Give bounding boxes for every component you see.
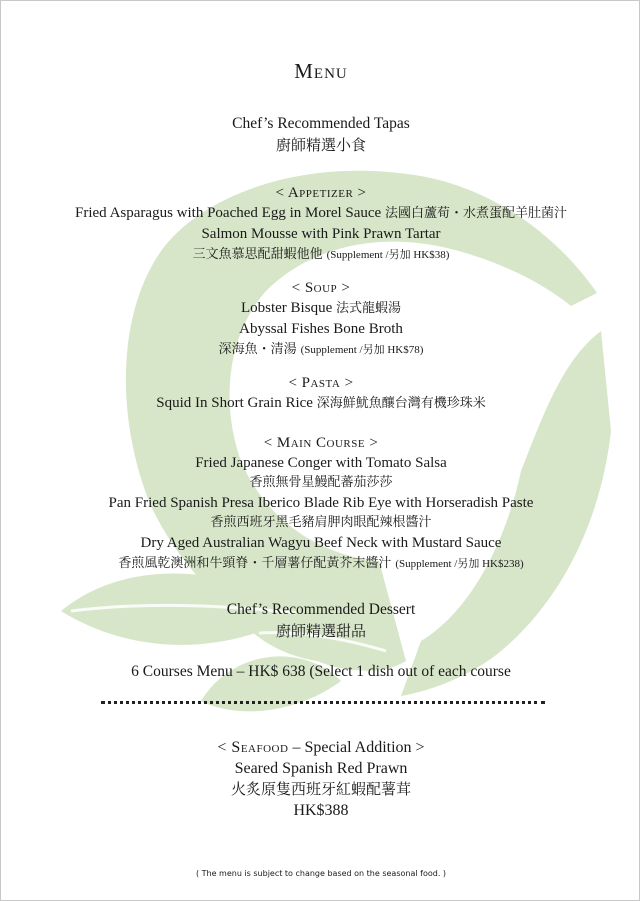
menu-item [1, 203, 640, 224]
seafood-header-label: < Seafood [217, 739, 289, 756]
menu-item [1, 553, 640, 574]
menu-item [1, 298, 640, 319]
dessert-zh: 廚師精選甜品 [275, 622, 366, 640]
menu-item [1, 244, 640, 265]
tapas-en: Chef’s Recommended Tapas [232, 115, 410, 132]
main-course-section [1, 433, 640, 574]
main-course-header: < Main Course > [263, 435, 379, 451]
page-title: Menu [294, 59, 348, 83]
dotted-divider [101, 701, 545, 704]
supplement-note: (Supplement /另加 HK$78) [300, 344, 424, 356]
appetizer-section [1, 183, 640, 265]
item-zh: 法國白蘆荀・水煮蛋配羊肚菌汁 [384, 206, 567, 221]
menu-item-zh: 香煎西班牙黑毛豬肩胛肉眼配辣根醬汁 [210, 515, 432, 530]
tapas-section [1, 114, 640, 156]
set-menu-price: 6 Courses Menu – HK$ 638 (Select 1 dish out of each course [131, 663, 511, 680]
pasta-section [1, 373, 640, 414]
menu-item-en: Fried Japanese Conger with Tomato Salsa [195, 455, 447, 471]
appetizer-header: < Appetizer > [275, 185, 367, 201]
menu-item-zh: 香煎無骨星鰻配蕃茄莎莎 [249, 475, 393, 490]
item-zh: 香煎風乾澳洲和牛頸脊・千層薯仔配黃芥末醬汁 [118, 556, 392, 571]
seafood-item-en: Seared Spanish Red Prawn [234, 760, 408, 777]
seafood-header-rest: – Special Addition > [288, 739, 425, 756]
menu-item-en: Dry Aged Australian Wagyu Beef Neck with Mustard Sauce [140, 535, 502, 551]
dessert-en: Chef’s Recommended Dessert [226, 601, 416, 618]
item-zh: 深海鮮魷魚釀台灣有機珍珠米 [316, 396, 486, 411]
menu-item-en: Salmon Mousse with Pink Prawn Tartar [201, 226, 441, 242]
soup-header: < Soup > [291, 280, 351, 296]
item-zh: 深海魚・清湯 [218, 342, 297, 357]
item-zh: 法式龍蝦湯 [335, 301, 401, 316]
menu-item [1, 339, 640, 360]
seafood-header [1, 737, 640, 758]
tapas-zh: 廚師精選小食 [275, 136, 366, 154]
item-en: Lobster Bisque [240, 300, 333, 316]
menu-item [1, 393, 640, 414]
supplement-note: (Supplement /另加 HK$38) [326, 249, 450, 261]
seafood-item-zh: 火炙原隻西班牙紅蝦配薯茸 [230, 780, 411, 798]
soup-section [1, 278, 640, 360]
seafood-section [1, 737, 640, 821]
menu-item-en: Pan Fried Spanish Presa Iberico Blade Rib Eye with Horseradish Paste [108, 495, 534, 511]
dessert-section [1, 600, 640, 642]
pasta-header: < Pasta > [288, 375, 354, 391]
menu-item-en: Abyssal Fishes Bone Broth [239, 321, 403, 337]
seafood-price: HK$388 [293, 802, 349, 819]
supplement-note: (Supplement /另加 HK$238) [395, 558, 524, 570]
item-en: Fried Asparagus with Poached Egg in Morel Sauce [75, 205, 382, 221]
item-en: Squid In Short Grain Rice [156, 395, 313, 411]
item-zh: 三文魚慕思配甜蝦他他 [192, 247, 323, 262]
menu-footnote: ( The menu is subject to change based on the seasonal food. ) [195, 869, 447, 878]
